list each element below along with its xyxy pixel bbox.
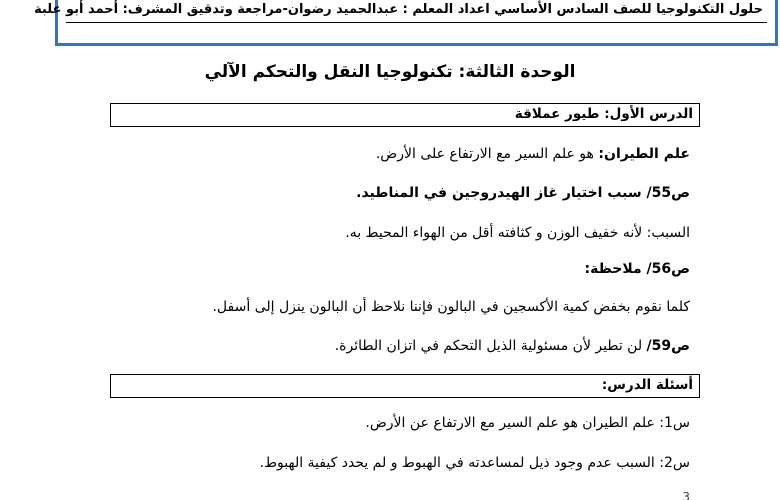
page55-question (356, 185, 690, 201)
answer-2-label: س2: (659, 455, 690, 471)
answer-1 (365, 415, 690, 431)
questions-box (110, 374, 700, 398)
page56-heading (585, 261, 690, 277)
page56-ref: ص56/ (646, 261, 690, 277)
note-line: كلما نقوم بخفض كمية الأكسجين في البالون فإننا نلاحظ أن البالون ينزل إلى أسفل. (212, 299, 690, 315)
header-rule (66, 22, 767, 23)
page59-text: لن تطير لأن مسئولية الذيل التحكم في اتزان الطائرة. (334, 338, 647, 354)
unit-title: الوحدة الثالثة: تكنولوجيا النقل والتحكم الآلي (204, 62, 576, 82)
aviation-definition (376, 146, 690, 162)
page56-text: ملاحظة: (584, 261, 647, 277)
page55-text: سبب اختيار غاز الهيدروجين في المناطيد. (356, 185, 647, 201)
answer-2-text: السبب عدم وجود ذيل لمساعدته في الهبوط و لم يحدد كيفية الهبوط. (259, 455, 660, 471)
lesson-title: الدرس الأول: طيور عملاقة (514, 106, 693, 122)
answer-1-text: علم الطيران هو علم السير مع الارتفاع عن الأرض. (365, 415, 660, 431)
cutoff-text: 3 (682, 490, 690, 500)
questions-title: أسئلة الدرس: (601, 377, 693, 393)
aviation-def-text: هو علم السير مع الارتفاع على الأرض. (375, 146, 599, 162)
header-frame (34, 0, 778, 46)
page59-ref: ص59/ (646, 338, 690, 354)
page59-line (335, 338, 690, 354)
reason-line: السبب: لأنه خفيف الوزن و كثافته أقل من الهواء المحيط به. (345, 225, 690, 241)
answer-2 (260, 455, 690, 471)
lesson-title-box (110, 103, 700, 127)
aviation-term: علم الطيران: (598, 146, 690, 162)
page55-ref: ص55/ (646, 185, 690, 201)
header-text: حلول التكنولوجيا للصف السادس الأساسي اعداد المعلم : عبدالحميد رضوان-مراجعة وتدقيق المشرف: أحمد أبو علبة (34, 2, 763, 17)
answer-1-label: س1: (659, 415, 690, 431)
